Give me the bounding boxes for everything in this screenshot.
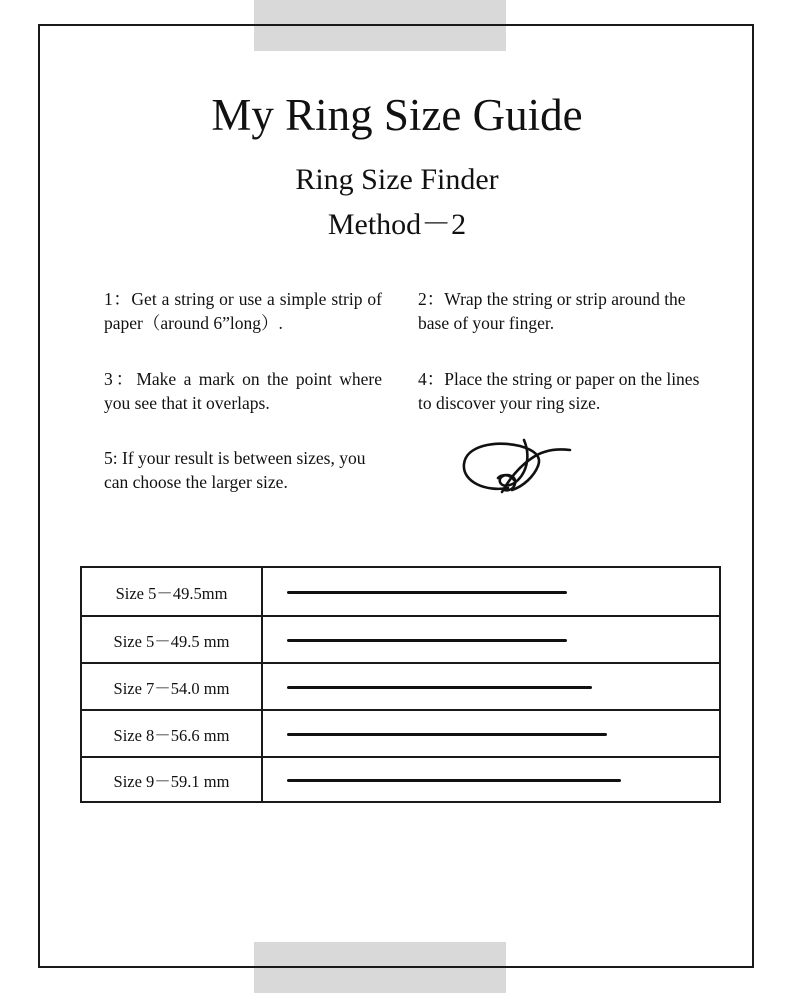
size-row — [82, 709, 721, 756]
step-2: 2：Wrap the string or strip around the base of your finger. — [418, 289, 686, 333]
step-4: 4：Place the string or paper on the lines to discover your ring size. — [418, 369, 700, 413]
size-row — [82, 615, 721, 662]
size-label: Size 9－59.1 mm — [82, 758, 263, 801]
method-label: Method－2 — [327, 208, 467, 241]
size-label: Size 7－54.0 mm — [82, 664, 263, 709]
step-1: 1：Get a string or use a simple strip of paper（around 6”long）. — [104, 289, 382, 333]
size-label: Size 8－56.6 mm — [82, 711, 263, 756]
size-measure-line — [287, 686, 592, 689]
size-measure-line — [287, 639, 567, 642]
size-label: Size 5－49.5mm — [82, 568, 263, 615]
size-measure-line — [287, 779, 621, 782]
page-subtitle: Ring Size Finder — [295, 163, 499, 196]
size-measure-line — [287, 591, 567, 594]
size-label: Size 5－49.5 mm — [82, 617, 263, 662]
ring-size-table — [80, 566, 721, 803]
size-row — [82, 756, 721, 801]
size-measure-line — [287, 733, 607, 736]
size-row — [82, 662, 721, 709]
page-title: My Ring Size Guide — [211, 90, 583, 140]
knotted-string-icon — [458, 436, 576, 498]
step-3: 3：Make a mark on the point where you see that it overlaps. — [104, 369, 382, 413]
step-5: 5: If your result is between sizes, you can choose the larger size. — [104, 448, 366, 492]
size-row — [82, 568, 721, 615]
